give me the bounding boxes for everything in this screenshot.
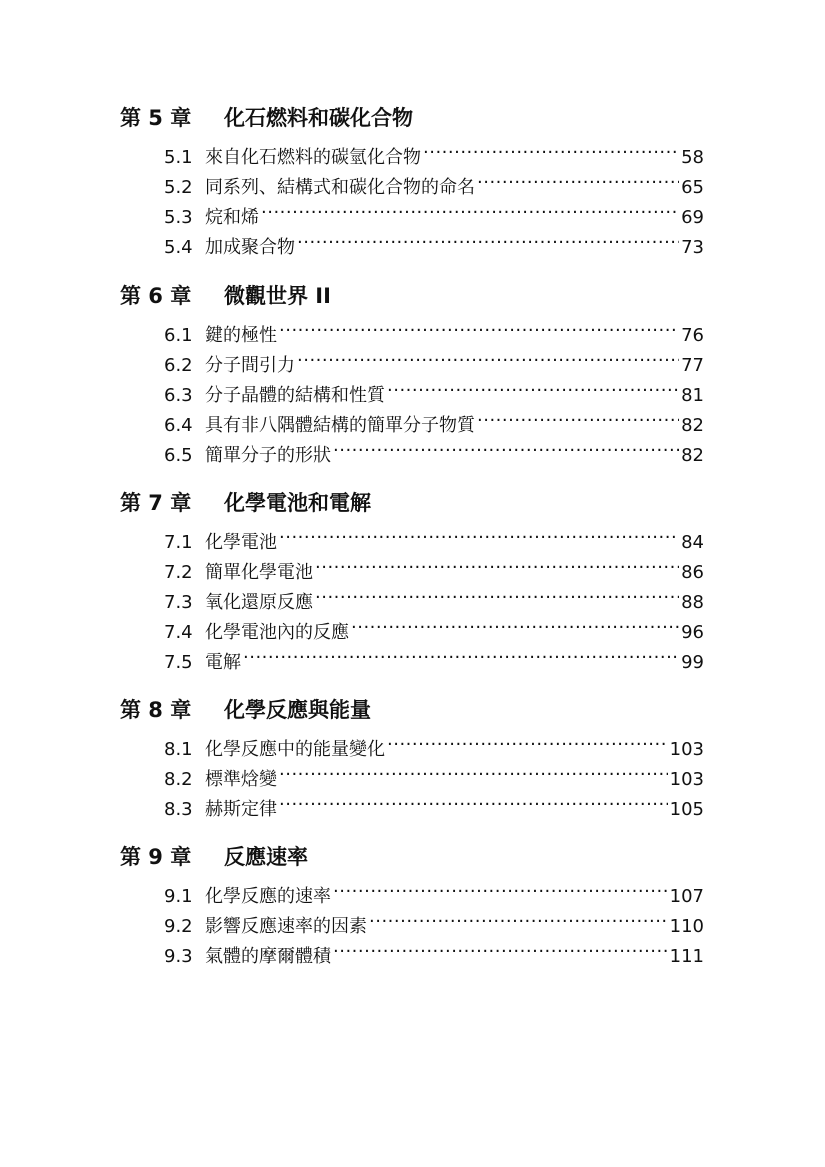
- dot-leader: [369, 902, 668, 932]
- toc-entry[interactable]: [164, 638, 704, 673]
- section-title: 加成聚合物: [205, 237, 295, 258]
- dot-leader: [297, 341, 679, 371]
- page-number: 58: [681, 147, 704, 168]
- section-number: 5.3: [164, 207, 193, 228]
- chapter-label: 第 9 章: [120, 845, 192, 869]
- section-title: 烷和烯: [205, 207, 259, 228]
- section-number: 9.2: [164, 916, 193, 937]
- section-number: 7.2: [164, 562, 193, 583]
- chapter-5: [120, 103, 710, 258]
- section-title: 電解: [205, 652, 241, 673]
- section-number: 8.3: [164, 799, 193, 820]
- section-number: 6.3: [164, 385, 193, 406]
- section-title: 赫斯定律: [205, 799, 277, 820]
- section-number: 7.3: [164, 592, 193, 613]
- section-title: 標準焓變: [205, 769, 277, 790]
- chapter-label: 第 6 章: [120, 284, 192, 308]
- page-number: 110: [669, 916, 704, 937]
- section-title: 簡單化學電池: [205, 562, 313, 583]
- page-number: 107: [669, 886, 704, 907]
- dot-leader: [333, 431, 679, 461]
- dot-leader: [297, 223, 679, 253]
- section-number: 5.1: [164, 147, 193, 168]
- chapter-6: [120, 281, 710, 466]
- section-title: 氣體的摩爾體積: [205, 946, 331, 967]
- section-number: 7.1: [164, 532, 193, 553]
- chapter-label: 第 8 章: [120, 698, 192, 722]
- page-number: 111: [669, 946, 704, 967]
- chapter-label: 第 5 章: [120, 106, 192, 130]
- chapter-title: 微觀世界 II: [224, 284, 331, 308]
- section-number: 5.4: [164, 237, 193, 258]
- dot-leader: [387, 371, 679, 401]
- page-number: 96: [681, 622, 704, 643]
- chapter-heading: [120, 842, 710, 872]
- dot-leader: [279, 755, 668, 785]
- section-title: 簡單分子的形狀: [205, 445, 331, 466]
- dot-leader: [477, 401, 679, 431]
- section-number: 9.3: [164, 946, 193, 967]
- chapter-heading: [120, 488, 710, 518]
- page-number: 103: [669, 739, 704, 760]
- section-title: 化學電池內的反應: [205, 622, 349, 643]
- section-number: 7.4: [164, 622, 193, 643]
- page-number: 81: [681, 385, 704, 406]
- section-number: 6.2: [164, 355, 193, 376]
- section-title: 化學電池: [205, 532, 277, 553]
- page-number: 88: [681, 592, 704, 613]
- page-number: 73: [681, 237, 704, 258]
- dot-leader: [261, 193, 679, 223]
- chapter-9: [120, 842, 710, 967]
- page-number: 82: [681, 415, 704, 436]
- section-number: 8.1: [164, 739, 193, 760]
- dot-leader: [423, 133, 679, 163]
- chapter-heading: [120, 281, 710, 311]
- dot-leader: [387, 725, 668, 755]
- dot-leader: [279, 311, 679, 341]
- section-title: 分子間引力: [205, 355, 295, 376]
- toc-entry[interactable]: [164, 872, 704, 907]
- dot-leader: [333, 872, 668, 902]
- chapter-heading: [120, 695, 710, 725]
- dot-leader: [243, 638, 679, 668]
- chapter-label: 第 7 章: [120, 491, 192, 515]
- section-title: 化學反應中的能量變化: [205, 739, 385, 760]
- chapter-title: 反應速率: [224, 845, 308, 869]
- section-number: 6.4: [164, 415, 193, 436]
- section-number: 9.1: [164, 886, 193, 907]
- page-number: 82: [681, 445, 704, 466]
- page-number: 69: [681, 207, 704, 228]
- section-number: 6.1: [164, 325, 193, 346]
- section-title: 氧化還原反應: [205, 592, 313, 613]
- page-number: 84: [681, 532, 704, 553]
- dot-leader: [315, 548, 679, 578]
- section-title: 具有非八隅體結構的簡單分子物質: [205, 415, 475, 436]
- section-number: 7.5: [164, 652, 193, 673]
- dot-leader: [333, 932, 668, 962]
- page-number: 103: [669, 769, 704, 790]
- dot-leader: [477, 163, 679, 193]
- section-title: 同系列、結構式和碳化合物的命名: [205, 177, 475, 198]
- page-number: 99: [681, 652, 704, 673]
- page-number: 76: [681, 325, 704, 346]
- chapter-title: 化石燃料和碳化合物: [224, 106, 413, 130]
- page-number: 65: [681, 177, 704, 198]
- page-number: 86: [681, 562, 704, 583]
- page-number: 105: [669, 799, 704, 820]
- toc-entry[interactable]: [164, 311, 704, 346]
- section-title: 化學反應的速率: [205, 886, 331, 907]
- section-number: 5.2: [164, 177, 193, 198]
- chapter-8: [120, 695, 710, 820]
- section-title: 鍵的極性: [205, 325, 277, 346]
- toc-entry[interactable]: [164, 725, 704, 760]
- chapter-title: 化學反應與能量: [224, 698, 371, 722]
- chapter-heading: [120, 103, 710, 133]
- dot-leader: [279, 785, 668, 815]
- chapter-title: 化學電池和電解: [224, 491, 371, 515]
- dot-leader: [279, 518, 679, 548]
- toc-entry[interactable]: [164, 518, 704, 553]
- chapter-7: [120, 488, 710, 673]
- dot-leader: [351, 608, 679, 638]
- section-title: 分子晶體的結構和性質: [205, 385, 385, 406]
- section-number: 8.2: [164, 769, 193, 790]
- section-title: 來自化石燃料的碳氫化合物: [205, 147, 421, 168]
- toc-entry[interactable]: [164, 133, 704, 168]
- section-number: 6.5: [164, 445, 193, 466]
- dot-leader: [315, 578, 679, 608]
- page-number: 77: [681, 355, 704, 376]
- section-title: 影響反應速率的因素: [205, 916, 367, 937]
